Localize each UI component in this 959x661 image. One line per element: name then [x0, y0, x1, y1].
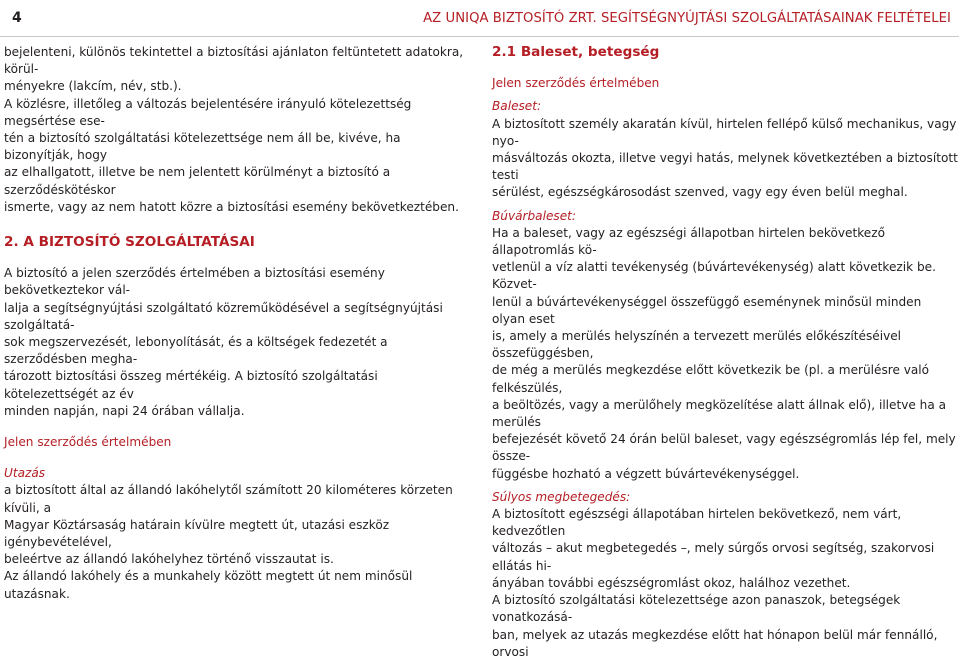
body-line: függésbe hozható a végzett búvártevékenységgel.: [492, 466, 800, 481]
body-line: A közlésre, illetőleg a változás bejelentésére irányuló kötelezettség megsértése ese-: [4, 96, 412, 128]
body-line: befejezését követő 24 órán belül baleset, vagy egészségromlás lép fel, mely össze-: [492, 432, 956, 464]
body-line: beleértve az állandó lakóhelyhez történő visszautat is.: [4, 552, 334, 567]
term-label: Súlyos megbetegedés:: [492, 489, 631, 504]
body-line: Magyar Köztársaság határain kívülre megtett út, utazási eszköz igénybevételével,: [4, 517, 390, 550]
intro-line: bejelenteni, különös tekintettel a biztosítási ajánlaton feltüntetett adatokra, körül-: [4, 45, 464, 77]
body-line: a beöltözés, vagy a merülőhely megközelítése alatt állnak elő), illetve ha a merülés: [492, 397, 946, 430]
term-label: Baleset:: [492, 99, 542, 114]
body-line: sérülést, egészségkárosodást szenved, vagy egy éven belül meghal.: [492, 185, 908, 200]
body-line: Az állandó lakóhely és a munkahely között megtett út nem minősül utazásnak.: [4, 569, 413, 601]
intro-line: ményekre (lakcím, név, stb.).: [4, 79, 182, 94]
subheading: Jelen szerződés értelmében: [4, 435, 172, 450]
body-line: is, amely a merülés helyszínén a tervezett merülés előkészítéséivel összefüggésben,: [492, 329, 902, 361]
body-line: másváltozás okozta, illetve vegyi hatás, melynek következtében a biztosított testi: [492, 151, 958, 183]
body-line: de még a merülés megkezdése előtt következik be (pl. a merülésre való felkészülés,: [492, 363, 930, 395]
body-line: sok megszervezését, lebonyolítását, és a költségek fedezetét a szerződésben megha-: [4, 335, 388, 367]
page-number: 4: [12, 10, 22, 26]
term-label: Búvárbaleset:: [492, 208, 576, 223]
section-heading: 2.1 Baleset, betegség: [492, 44, 660, 60]
body-line: ismerte, vagy az nem hatott közre a biztosítási esemény bekövetkeztében.: [4, 199, 459, 214]
body-line: változás – akut megbetegedés –, mely súrgős orvosi segítség, szakorvosi ellátás hi-: [492, 541, 935, 573]
body-line: vetlenül a víz alatti tevékenység (búvártevékenység) alatt következik be. Közvet-: [492, 260, 936, 292]
right-column: [492, 44, 958, 661]
section-heading: 2. A BIZTOSÍTÓ SZOLGÁLTATÁSAI: [4, 234, 255, 251]
body-line: ban, melyek az utazás megkezdése előtt hat hónapon belül már fennálló, orvosi: [492, 627, 938, 659]
term-label: Utazás: [4, 466, 46, 481]
page-header: [0, 0, 959, 37]
subheading: Jelen szerződés értelmében: [492, 76, 660, 91]
body-line: A biztosított egészségi állapotában hirtelen bekövetkező, nem várt, kedvezőtlen: [492, 507, 902, 539]
body-line: A biztosító a jelen szerződés értelmében a biztosítási esemény bekövetkeztekor vál-: [4, 266, 385, 298]
body-line: lenül a búvártevékenységgel összefüggő eseménynek minősül minden olyan eset: [492, 294, 922, 326]
body-line: lalja a segítségnyújtási szolgáltató közreműködésével a segítségnyújtási szolgáltatá-: [4, 300, 443, 332]
body-line: tározott biztosítási összeg mértékéig. A biztosító szolgáltatási kötelezettségét az év: [4, 369, 378, 401]
body-line: A biztosított személy akaratán kívül, hirtelen fellépő külső mechanikus, vagy nyo-: [492, 116, 957, 148]
body-line: Ha a baleset, vagy az egészségi állapotban hirtelen bekövetkező állapotromlás kö-: [492, 225, 885, 258]
body-line: az elhallgatott, illetve be nem jelentett körülményt a biztosító a szerződéskötéskor: [4, 165, 391, 197]
body-line: tén a biztosító szolgáltatási kötelezettsége nem áll be, kivéve, ha bizonyítják, hogy: [4, 131, 401, 163]
body-line: a biztosított által az állandó lakóhelytől számított 20 kilométeres körzeten kívüli, a: [4, 483, 453, 515]
running-title: AZ UNIQA BIZTOSÍTÓ ZRT. SEGÍTSÉGNYÚJTÁSI SZOLGÁLTATÁSAINAK FELTÉTELEI: [423, 10, 951, 26]
left-column: [4, 44, 470, 603]
body-line: minden napján, napi 24 órában vállalja.: [4, 403, 245, 418]
body-line: ányában további egészségromlást okoz, halálhoz vezethet.: [492, 575, 851, 590]
body-line: A biztosító szolgáltatási kötelezettsége azon panaszok, betegségek vonatkozásá-: [492, 593, 901, 625]
